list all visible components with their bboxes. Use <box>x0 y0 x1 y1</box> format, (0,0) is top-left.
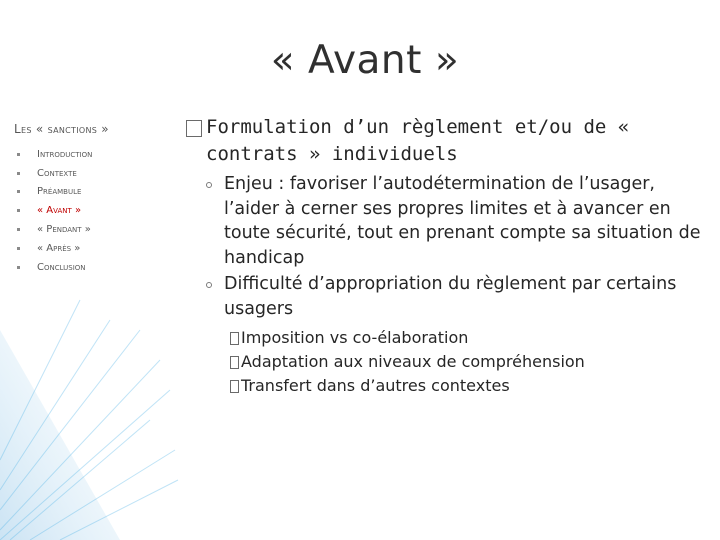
bullet-icon <box>17 266 20 269</box>
bullet-icon <box>17 190 20 193</box>
bullet-level3 <box>230 326 706 350</box>
bullet-icon <box>17 153 20 156</box>
sidebar-item-label: Contexte <box>37 167 77 179</box>
sidebar-item-label: Préambule <box>37 186 82 198</box>
bullet-level2 <box>206 272 706 321</box>
sidebar-item-label: Conclusion <box>37 261 86 273</box>
bullet-icon <box>17 172 20 175</box>
bullet-level1 <box>186 114 706 168</box>
bullet-text: Enjeu : favoriser l’autodétermination de l’usager, l’aider à cerner ses propres limites et à avancer en toute sécurité, tout en prenant compte sa situation de handicap <box>224 174 701 268</box>
circle-bullet-icon <box>206 282 212 288</box>
sidebar-heading: Les « sanctions » <box>14 122 109 136</box>
bullet-level3 <box>230 374 706 398</box>
circle-bullet-icon <box>206 182 212 188</box>
bullet-icon <box>17 228 20 231</box>
bullet-text: Difficulté d’appropriation du règlement par certains usagers <box>224 274 677 319</box>
bullet-icon <box>17 209 20 212</box>
sidebar-item-label: « Après » <box>37 242 81 254</box>
square-bullet-icon <box>230 332 239 345</box>
sidebar-item-avant[interactable] <box>14 201 174 220</box>
bullet-level2 <box>206 172 706 270</box>
sidebar-item-contexte[interactable] <box>14 164 174 183</box>
sidebar-item-label: « Avant » <box>37 205 82 217</box>
sidebar-item-preambule[interactable] <box>14 183 174 202</box>
bullet-level3 <box>230 350 706 374</box>
sidebar-item-label: « Pendant » <box>37 224 91 236</box>
square-bullet-icon <box>230 356 239 369</box>
bullet-level3-list <box>186 326 706 398</box>
slide-body <box>186 114 706 398</box>
bullet-text: Transfert dans d’autres contextes <box>241 376 510 395</box>
sidebar-item-label: Introduction <box>37 148 93 160</box>
checkbox-bullet-icon <box>186 120 202 137</box>
bullet-text: Adaptation aux niveaux de compréhension <box>241 352 585 371</box>
bullet-text: Imposition vs co-élaboration <box>241 328 469 347</box>
square-bullet-icon <box>230 380 239 393</box>
sidebar-item-conclusion[interactable] <box>14 258 174 277</box>
bullet-icon <box>17 247 20 250</box>
sidebar-item-introduction[interactable] <box>14 145 174 164</box>
sidebar-item-apres[interactable] <box>14 239 174 258</box>
bullet-text: Formulation d’un règlement et/ou de « contrats » individuels <box>206 116 630 165</box>
sidebar-item-pendant[interactable] <box>14 220 174 239</box>
section-navigation <box>14 122 174 277</box>
slide-title: « Avant » <box>270 38 460 83</box>
